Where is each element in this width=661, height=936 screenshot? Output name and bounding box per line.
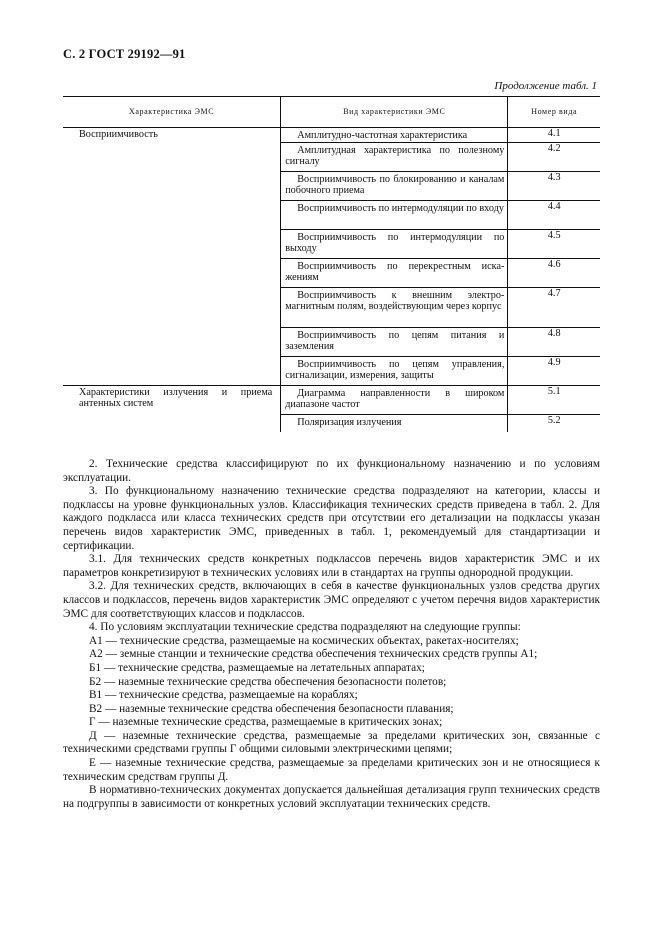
number-cell: [508, 229, 600, 258]
number-cell: [508, 128, 600, 143]
type-number: 4.2: [547, 142, 561, 154]
ems-table: [63, 96, 600, 432]
type-number: 4.4: [547, 200, 561, 212]
type-text: Восприимчивость по цепям питания и заземления: [285, 329, 505, 352]
table-header-row: [63, 97, 600, 128]
type-text: Восприимчивость по интермодуляции по входу: [297, 202, 504, 214]
number-cell: [508, 385, 600, 414]
table-row: [63, 128, 600, 143]
group-characteristic: Характеристики излучения и приема антенных систем: [79, 386, 273, 409]
table-row: [63, 385, 600, 414]
type-cell: [281, 142, 508, 171]
number-cell: [508, 327, 600, 356]
column-header-type: Вид характеристики ЭМС: [281, 97, 508, 128]
paragraph: Б1 — технические средства, размещаемые на летательных аппаратах;: [89, 661, 425, 674]
number-cell: [508, 356, 600, 385]
paragraph: 2. Технические средства классифицируют по их функциональному назначению и по условиям эксплуатации.: [63, 458, 600, 484]
type-number: 4.5: [547, 229, 561, 241]
type-text: Восприимчивость по цепям управления, сигнализации, измерения, защиты: [285, 358, 505, 381]
type-number: 4.1: [547, 128, 561, 139]
type-cell: [281, 356, 508, 385]
paragraph: Е — наземные технические средства, размещаемые за пределами критических зон и не относящиеся к техническим средствам группы Д.: [63, 757, 600, 783]
number-cell: [508, 200, 600, 229]
group-characteristic-cell: [63, 385, 281, 432]
paragraph: 3.2. Для технических средств, включающих в себя в качестве функциональных узлов средства других классов и подклассов, перечень видов характеристик ЭМС определяют с учетом перечня видов характеристик ЭМС для соответствующих классов и подклассов.: [63, 580, 600, 620]
paragraph: 3.1. Для технических средств конкретных подклассов перечень видов характеристик ЭМС и их параметров конкретизируют в технических условиях или в стандартах на группы однородной продукции.: [63, 553, 600, 579]
paragraph: 4. По условиям эксплуатации технические средства подразделяют на следующие группы:: [89, 621, 521, 634]
paragraph: Г — наземные технические средства, размещаемые в критических зонах;: [89, 716, 443, 729]
type-number: 4.9: [547, 356, 561, 368]
type-number: 4.7: [547, 287, 561, 299]
body-text: [63, 458, 600, 811]
type-cell: [281, 327, 508, 356]
paragraph: В2 — наземные технические средства обеспечения безопасности плавания;: [89, 702, 454, 715]
page-header: С. 2 ГОСТ 29192—91: [63, 47, 186, 61]
number-cell: [508, 414, 600, 432]
type-number: 4.3: [547, 171, 561, 183]
group-characteristic: Восприимчивость: [79, 129, 158, 140]
type-cell: [281, 258, 508, 287]
type-number: 4.6: [547, 258, 561, 270]
table-continuation-label: Продолжение табл. 1: [494, 80, 597, 92]
paragraph: В нормативно-технических документах допускается дальнейшая детализация групп технических средств на подгруппы в зависимости от конкретных условий эксплуатации технических средств.: [63, 784, 600, 810]
paragraph: А1 — технические средства, размещаемые на космических объектах, ракетах-носителях;: [89, 634, 519, 647]
column-header-characteristic: Характеристика ЭМС: [63, 97, 281, 128]
number-cell: [508, 171, 600, 200]
type-text: Восприимчивость по блокированию и каналам побочного приема: [285, 173, 505, 196]
type-cell: [281, 287, 508, 327]
column-header-number: Номер вида: [508, 97, 600, 128]
paragraph: В1 — технические средства, размещаемые на кораблях;: [89, 689, 358, 702]
type-cell: [281, 385, 508, 414]
type-text: Восприимчивость по интермодуляции по выходу: [285, 231, 505, 254]
type-number: 5.1: [547, 385, 561, 397]
type-number: 4.8: [547, 327, 561, 339]
type-text: Поляризация излучения: [297, 416, 402, 428]
paragraph: Б2 — наземные технические средства обеспечения безопасности полетов;: [89, 675, 447, 688]
group-characteristic-cell: [63, 128, 281, 386]
type-cell: [281, 229, 508, 258]
number-cell: [508, 287, 600, 327]
type-text: Амплитудная характеристика по полезному сигналу: [285, 144, 505, 167]
type-cell: [281, 171, 508, 200]
type-number: 5.2: [547, 414, 561, 426]
number-cell: [508, 142, 600, 171]
type-text: Диаграмма направленности в широком диапазоне частот: [285, 387, 505, 410]
type-cell: [281, 414, 508, 432]
type-cell: [281, 128, 508, 143]
number-cell: [508, 258, 600, 287]
type-text: Восприимчивость по перекрестным иска-жениям: [285, 260, 505, 283]
type-text: Восприимчивость к внешним электро-магнитным полям, воздействующим через корпус: [285, 289, 505, 312]
paragraph: А2 — земные станции и технические средства обеспечения технических средств группы А1;: [89, 648, 538, 661]
paragraph: 3. По функциональному назначению технические средства подразделяют на категории, классы и подклассы на уровне функциональных узлов. Классификация технических средств приведена в табл. 2. Для каждого подкласса или класса технических средств при отсутствии его детализации на подклассы указан перечень видов характеристик ЭМС, приведенных в табл. 1, рекомендуемый для стандартизации и сертификации.: [63, 485, 600, 552]
type-cell: [281, 200, 508, 229]
paragraph: Д — наземные технические средства, размещаемые за пределами критических зон, связанные с техническими средствами группы Г общими силовыми электрическими цепями;: [63, 729, 600, 756]
type-text: Амплитудно-частотная характеристика: [297, 130, 468, 141]
